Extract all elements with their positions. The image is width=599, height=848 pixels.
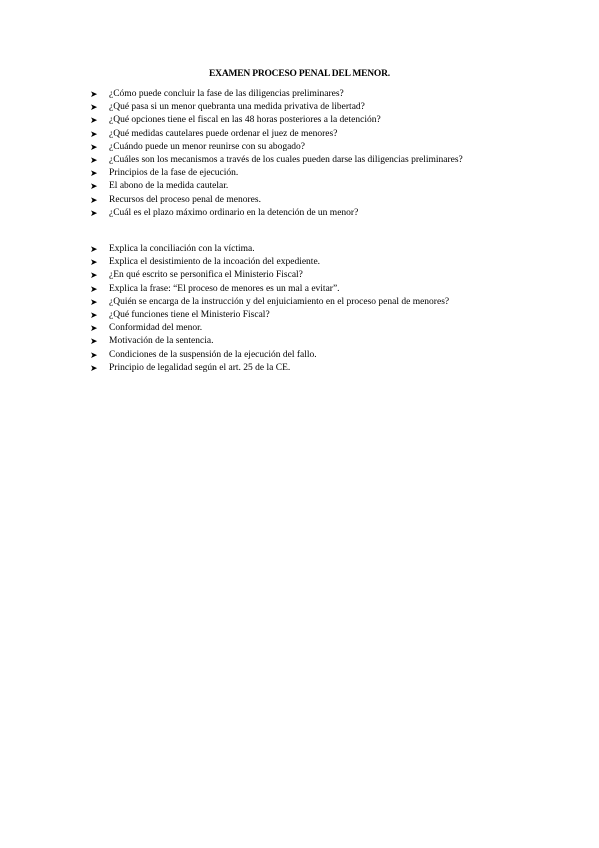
arrowhead-bullet-icon: ➤: [90, 141, 98, 152]
list-item-text: ¿Cómo puede concluir la fase de las diligencias preliminares?: [109, 89, 344, 99]
list-item-text: Principios de la fase de ejecución.: [109, 168, 239, 179]
list-item-text: ¿Qué medidas cautelares puede ordenar el juez de menores?: [109, 128, 338, 139]
list-item: [90, 322, 570, 335]
list-item: [90, 269, 570, 282]
list-item-text: ¿En qué escrito se personifica el Ministerio Fiscal?: [109, 270, 303, 281]
arrowhead-bullet-icon: ➤: [90, 115, 98, 126]
arrowhead-bullet-icon: ➤: [90, 362, 98, 373]
list-item: [90, 335, 570, 348]
list-item: [90, 88, 570, 101]
list-item: [90, 141, 570, 154]
arrowhead-bullet-icon: ➤: [90, 323, 98, 334]
list-item-text: ¿Cuál es el plazo máximo ordinario en la detención de un menor?: [109, 207, 359, 218]
list-item-text: Conformidad del menor.: [109, 323, 203, 334]
list-item: [90, 207, 570, 220]
arrowhead-bullet-icon: ➤: [90, 244, 98, 254]
list-item: [90, 114, 570, 127]
list-item-text: Explica la frase: “El proceso de menores es un mal a evitar”.: [109, 283, 340, 294]
list-item-text: ¿Qué funciones tiene el Ministerio Fiscal?: [109, 309, 270, 320]
arrowhead-bullet-icon: ➤: [90, 128, 98, 139]
arrowhead-bullet-icon: ➤: [90, 309, 98, 320]
list-item-text: ¿Qué pasa si un menor quebranta una medida privativa de libertad?: [109, 102, 365, 113]
list-item: [90, 101, 570, 114]
arrowhead-bullet-icon: ➤: [90, 194, 98, 205]
list-item: [90, 128, 570, 141]
arrowhead-bullet-icon: ➤: [90, 168, 98, 179]
list-item-text: Motivación de la sentencia.: [109, 336, 214, 347]
list-item-text: Condiciones de la suspensión de la ejecución del fallo.: [109, 349, 317, 360]
list-item: [90, 154, 570, 167]
question-list-section-a: [90, 88, 570, 220]
list-item: [90, 309, 570, 322]
list-item-text: Explica el desistimiento de la incoación del expediente.: [109, 257, 321, 268]
list-item: [90, 362, 570, 375]
document-title: EXAMEN PROCESO PENAL DEL MENOR.: [209, 69, 390, 79]
question-list-section-b: [90, 243, 570, 375]
list-item-text: Principio de legalidad según el art. 25 de la CE.: [109, 362, 291, 373]
arrowhead-bullet-icon: ➤: [90, 102, 98, 113]
list-item-text: Recursos del proceso penal de menores.: [109, 194, 261, 205]
list-item: [90, 349, 570, 362]
list-item-text: ¿Quién se encarga de la instrucción y del enjuiciamiento en el proceso penal de menores?: [109, 296, 450, 307]
list-item-text: ¿Cuándo puede un menor reunirse con su abogado?: [109, 141, 306, 152]
list-item-text: ¿Cuáles son los mecanismos a través de los cuales pueden darse las diligencias preliminares?: [109, 154, 463, 165]
arrowhead-bullet-icon: ➤: [90, 270, 98, 281]
arrowhead-bullet-icon: ➤: [90, 181, 98, 192]
arrowhead-bullet-icon: ➤: [90, 283, 98, 294]
arrowhead-bullet-icon: ➤: [90, 296, 98, 307]
list-item: [90, 194, 570, 207]
list-item: [90, 180, 570, 193]
arrowhead-bullet-icon: ➤: [90, 257, 98, 268]
list-item: [90, 243, 570, 256]
list-item-text: ¿Qué opciones tiene el fiscal en las 48 horas posteriores a la detención?: [109, 115, 381, 126]
list-item: [90, 296, 570, 309]
arrowhead-bullet-icon: ➤: [90, 154, 98, 165]
list-item: [90, 283, 570, 296]
arrowhead-bullet-icon: ➤: [90, 349, 98, 360]
arrowhead-bullet-icon: ➤: [90, 207, 98, 218]
arrowhead-bullet-icon: ➤: [90, 89, 98, 99]
list-item: [90, 167, 570, 180]
list-item-text: Explica la conciliación con la víctima.: [109, 244, 255, 254]
list-item-text: El abono de la medida cautelar.: [109, 181, 229, 192]
arrowhead-bullet-icon: ➤: [90, 336, 98, 347]
list-item: [90, 256, 570, 269]
